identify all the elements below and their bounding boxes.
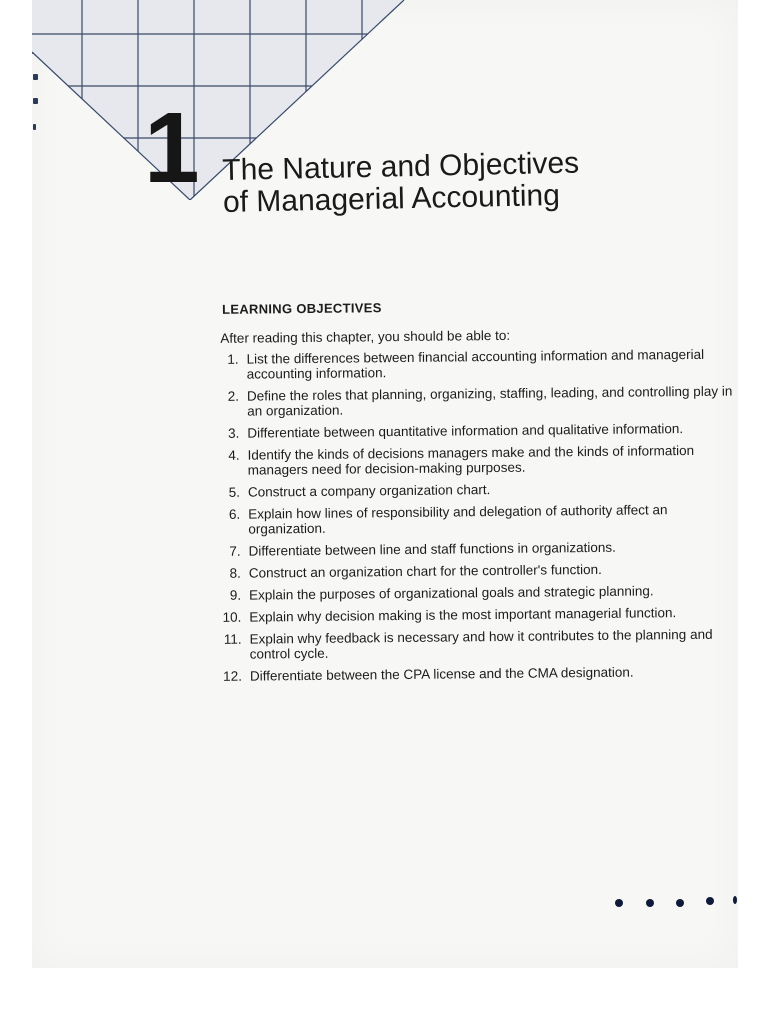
objective-number: 9. xyxy=(229,587,242,603)
objective-number: 2. xyxy=(227,388,240,404)
objective-text: Explain why decision making is the most important managerial function. xyxy=(249,605,677,625)
objective-text: Construct a company organization chart. xyxy=(247,482,491,500)
decorative-dot xyxy=(615,899,623,907)
learning-objectives-heading: LEARNING OBJECTIVES xyxy=(221,300,382,317)
objective-item xyxy=(213,627,735,662)
objective-item xyxy=(211,421,733,441)
objective-number: 3. xyxy=(228,425,240,441)
decorative-dot xyxy=(733,896,737,904)
objective-text: Differentiate between quantitative information and qualitative information. xyxy=(247,421,684,441)
objective-text: Define the roles that planning, organizing, staffing, leading, and controlling play in an organization. xyxy=(246,383,733,419)
objective-text: Differentiate between line and staff functions in organizations. xyxy=(248,539,616,559)
objective-number: 4. xyxy=(228,447,240,463)
objective-item xyxy=(211,384,733,419)
objective-number: 5. xyxy=(228,484,241,500)
objective-item xyxy=(213,583,735,603)
learning-objectives-list xyxy=(211,347,736,684)
objective-number: 10. xyxy=(222,609,242,625)
objective-number: 1. xyxy=(227,351,239,367)
chapter-number: 1 xyxy=(144,92,196,204)
objective-item xyxy=(213,561,735,581)
decorative-dot xyxy=(706,897,714,905)
chapter-title xyxy=(222,148,580,219)
book-page xyxy=(32,0,738,968)
objective-number: 8. xyxy=(229,565,241,581)
objective-number: 11. xyxy=(223,631,242,647)
objective-item xyxy=(214,664,736,684)
objective-number: 7. xyxy=(229,543,241,559)
objective-text: Differentiate between the CPA license and the CMA designation. xyxy=(249,664,634,684)
objective-item xyxy=(213,539,735,559)
learning-objectives-intro: After reading this chapter, you should be able to: xyxy=(220,327,511,346)
objective-number: 12. xyxy=(223,668,242,684)
learning-objectives-section xyxy=(210,297,736,691)
objective-text: Identify the kinds of decisions managers make and the kinds of information managers need for decision-making purposes. xyxy=(247,442,695,478)
chapter-title-line-2: of Managerial Accounting xyxy=(222,178,561,219)
objective-item xyxy=(212,443,734,478)
chapter-title-line-1: The Nature and Objectives xyxy=(221,146,580,187)
objective-item xyxy=(213,605,735,625)
objective-item xyxy=(212,480,734,500)
decorative-dot xyxy=(676,899,684,907)
objective-item xyxy=(211,347,733,382)
objective-text: Explain the purposes of organizational goals and strategic planning. xyxy=(248,583,654,603)
objective-item xyxy=(212,502,734,537)
objective-text: Explain how lines of responsibility and delegation of authority affect an organization. xyxy=(248,502,668,537)
objective-text: List the differences between financial accounting information and managerial accounting information. xyxy=(246,346,705,382)
objective-text: Construct an organization chart for the controller's function. xyxy=(248,561,602,581)
objective-text: Explain why feedback is necessary and how it contributes to the planning and control cycle. xyxy=(249,626,713,662)
decorative-dot xyxy=(646,899,654,907)
objective-number: 6. xyxy=(228,506,241,522)
